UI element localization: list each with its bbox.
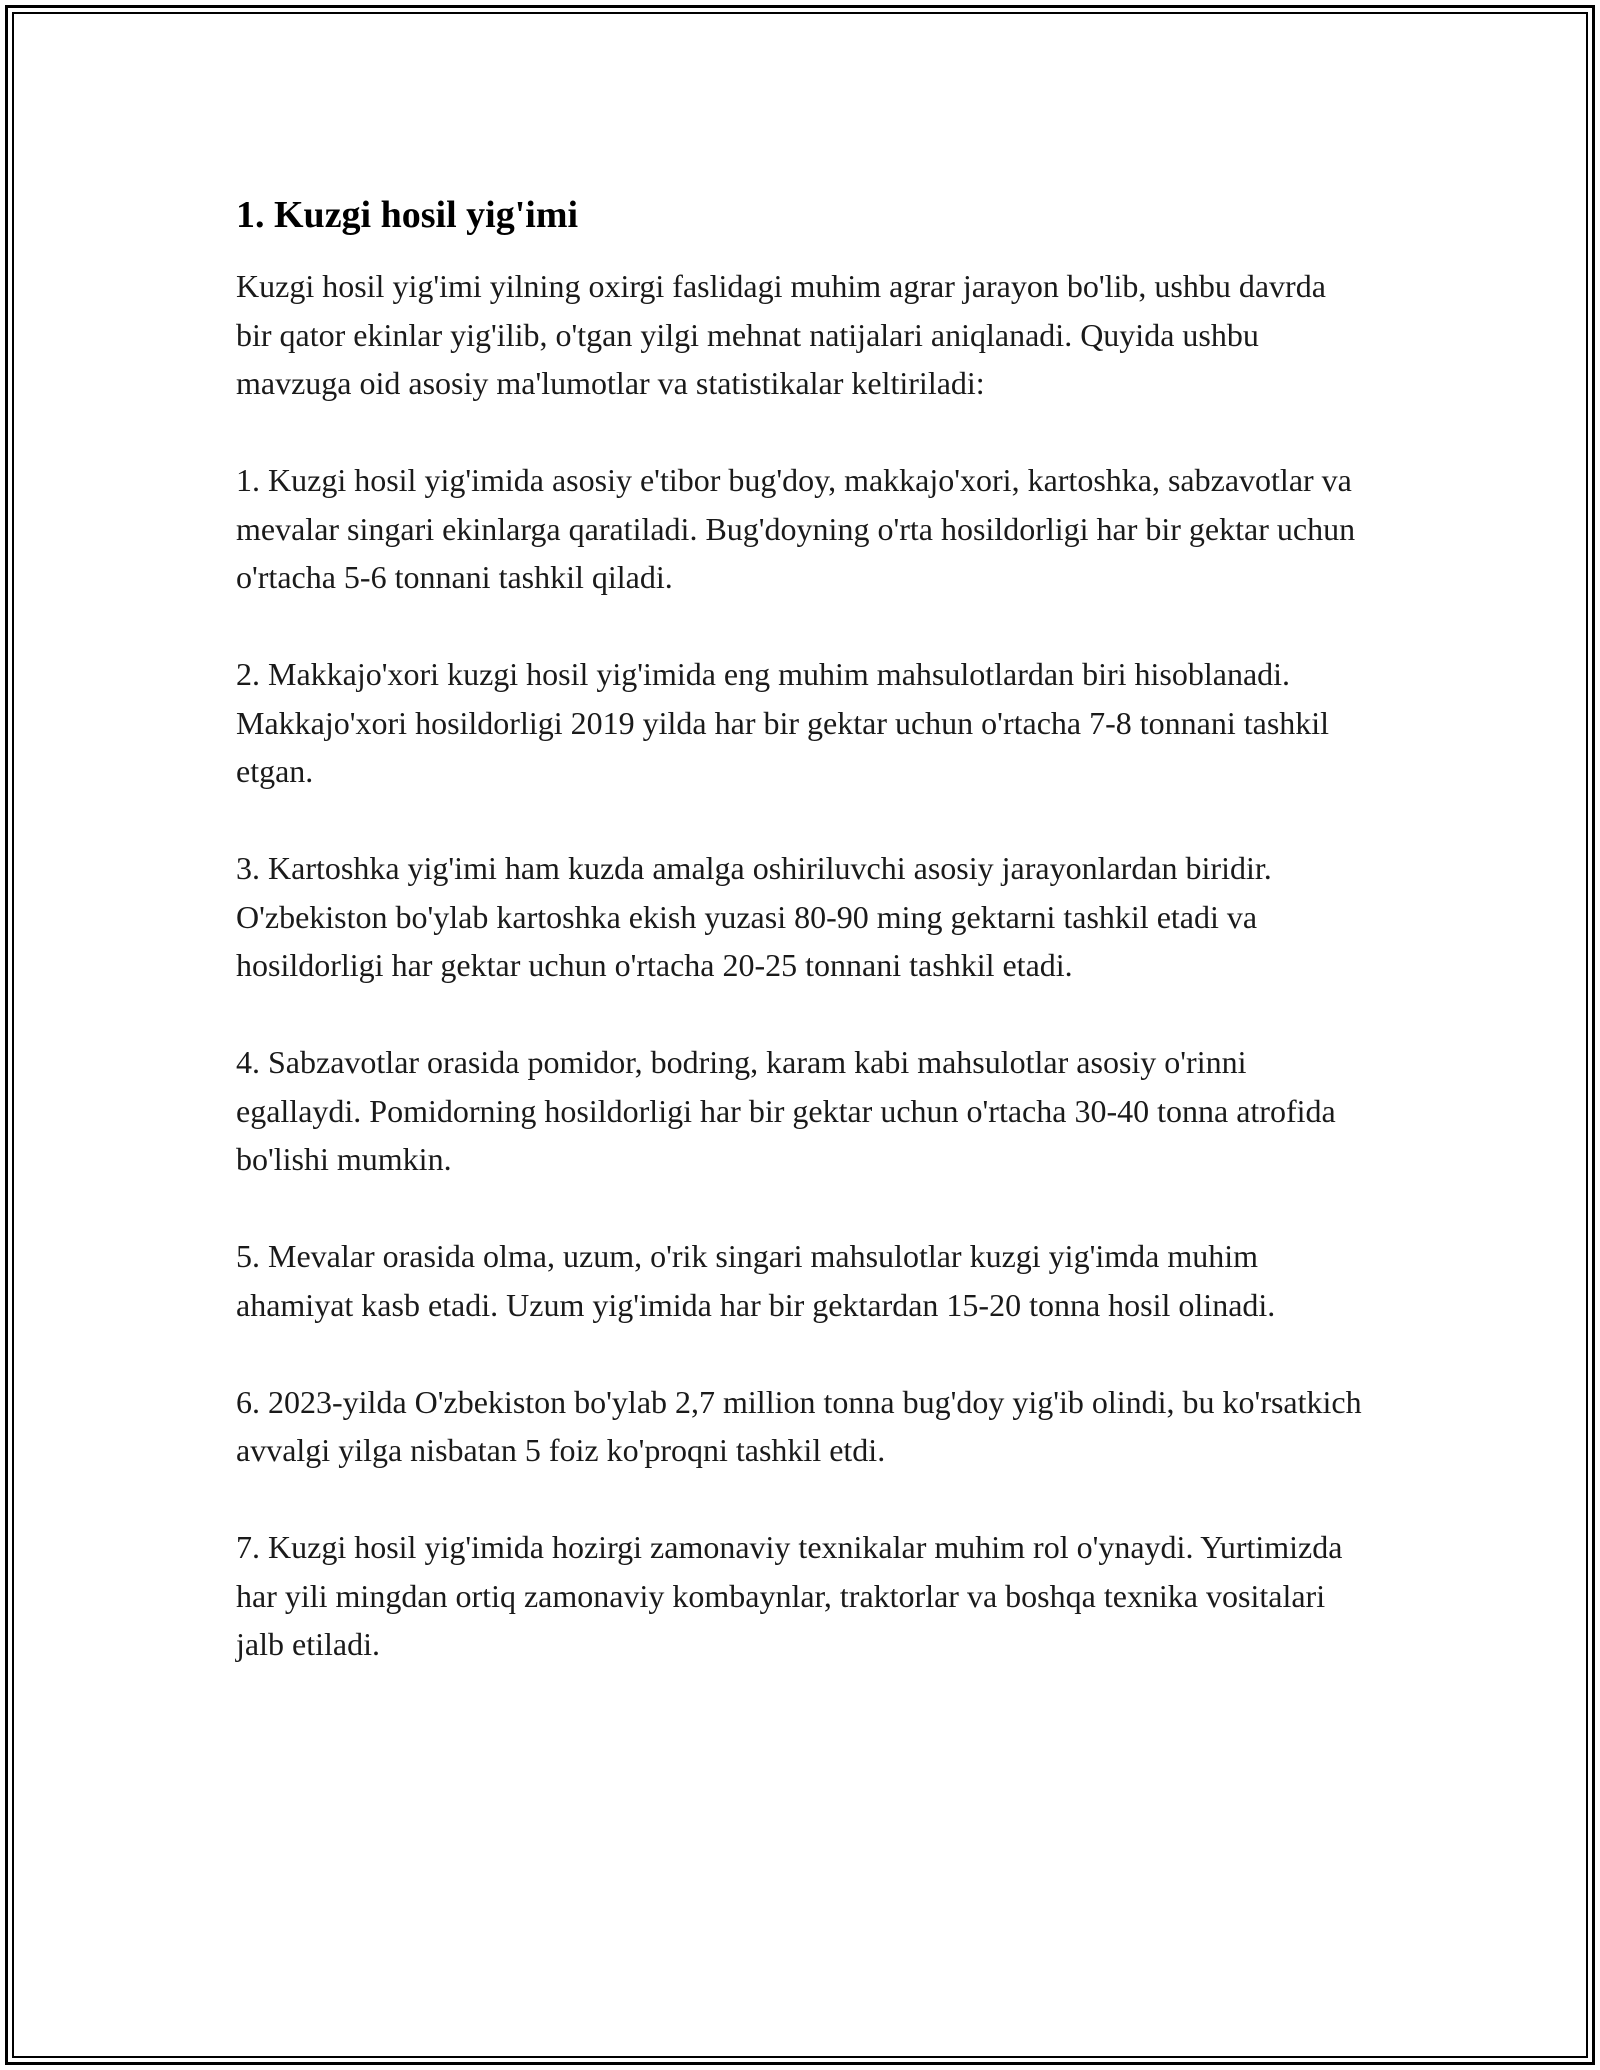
list-item: 5. Mevalar orasida olma, uzum, o'rik singari mahsulotlar kuzgi yig'imda muhim ahamiyat kasb etadi. Uzum yig'imida har bir gektardan 15-20 tonna hosil olinadi. <box>236 1238 1276 1323</box>
intro-paragraph: Kuzgi hosil yig'imi yilning oxirgi faslidagi muhim agrar jarayon bo'lib, ushbu davrda bir qator ekinlar yig'ilib, o'tgan yilgi mehnat natijalari aniqlanadi. Quyida ushbu mavzuga oid asosiy ma'lumotlar va statistikalar keltiriladi: <box>236 268 1326 401</box>
document-body <box>236 190 1366 1717</box>
list-item: 1. Kuzgi hosil yig'imida asosiy e'tibor bug'doy, makkajo'xori, kartoshka, sabzavotlar va mevalar singari ekinlarga qaratiladi. Bug'doyning o'rta hosildorligi har bir gektar uchun o'rtacha 5-6 tonnani tashkil qiladi. <box>236 462 1356 595</box>
list-item: 7. Kuzgi hosil yig'imida hozirgi zamonaviy texnikalar muhim rol o'ynaydi. Yurtimizda har yili mingdan ortiq zamonaviy kombaynlar, traktorlar va boshqa texnika vositalari jalb etiladi. <box>236 1529 1343 1662</box>
list-item: 3. Kartoshka yig'imi ham kuzda amalga oshiriluvchi asosiy jarayonlardan biridir. O'zbekiston bo'ylab kartoshka ekish yuzasi 80-90 ming gektarni tashkil etadi va hosildorligi har gektar uchun o'rtacha 20-25 tonnani tashkil etadi. <box>236 850 1272 983</box>
list-item: 4. Sabzavotlar orasida pomidor, bodring, karam kabi mahsulotlar asosiy o'rinni egallaydi. Pomidorning hosildorligi har bir gektar uchun o'rtacha 30-40 tonna atrofida bo'lishi mumkin. <box>236 1044 1336 1177</box>
page-title: 1. Kuzgi hosil yig'imi <box>236 194 579 236</box>
list-item: 6. 2023-yilda O'zbekiston bo'ylab 2,7 million tonna bug'doy yig'ib olindi, bu ko'rsatkich avvalgi yilga nisbatan 5 foiz ko'proqni tashkil etdi. <box>236 1383 1362 1468</box>
list-item: 2. Makkajo'xori kuzgi hosil yig'imida eng muhim mahsulotlardan biri hisoblanadi. Makkajo'xori hosildorligi 2019 yilda har bir gektar uchun o'rtacha 7-8 tonnani tashkil etgan. <box>236 656 1330 789</box>
